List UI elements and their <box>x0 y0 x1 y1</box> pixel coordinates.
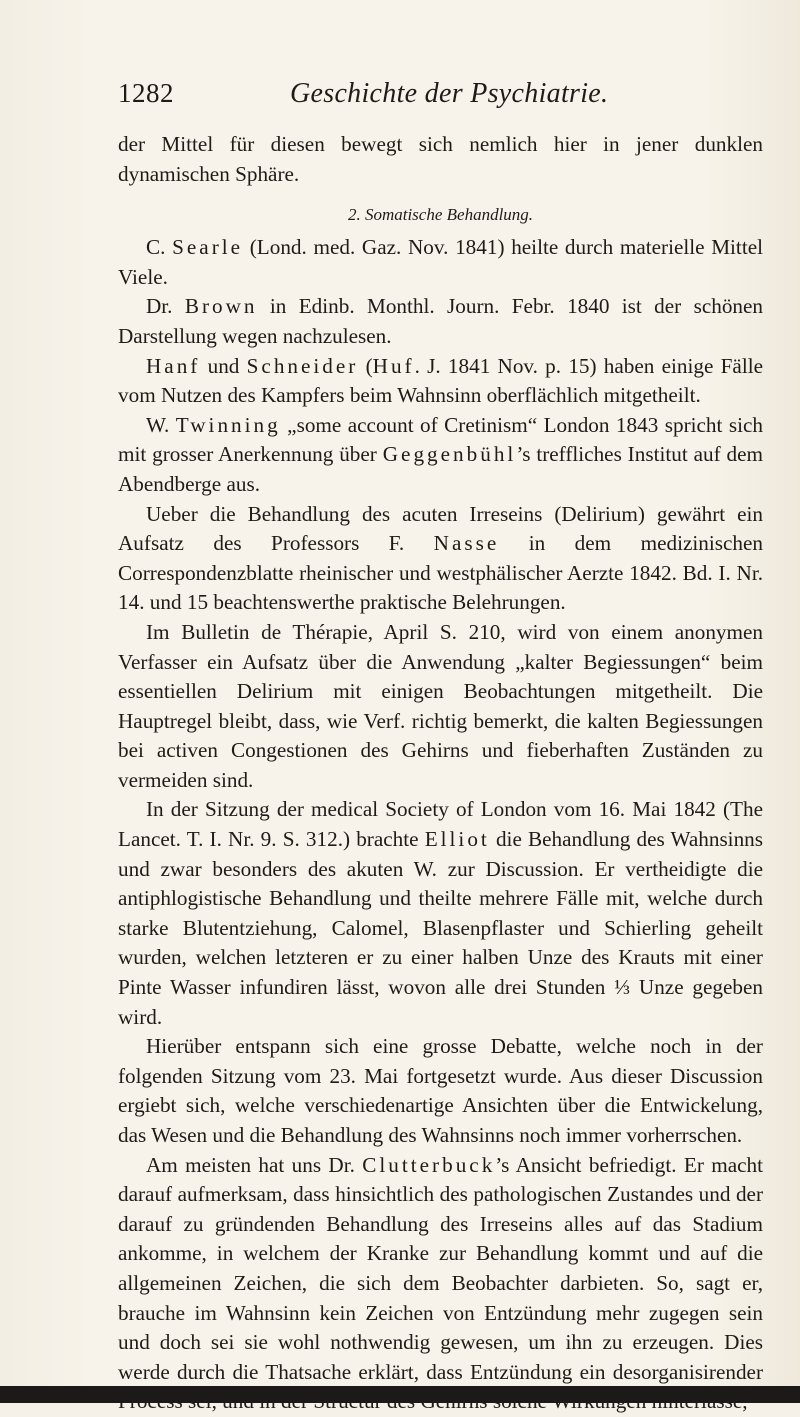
author-name: Schneider <box>246 353 359 378</box>
author-name: Nasse <box>433 531 500 556</box>
journal-name: Huf <box>372 353 415 378</box>
paragraph-bulletin: Im Bulletin de Thérapie, April S. 210, wird von einem anonymen Verfasser ein Aufsatz über die Anwendung „kalter Begiessungen“ beim essentiellen Delirium mit einigen Beobachtungen mitgetheilt. Die Hauptregel bleibt, dass, wie Verf. richtig bemerkt, die kalten Begiessungen bei activen Congestionen des Gehirns und fieberhaften Zuständen zu vermeiden sind. <box>118 619 763 792</box>
author-name: Elliot <box>424 827 490 852</box>
author-name: Searle <box>172 235 244 260</box>
section-heading: 2. Somatische Behandlung. <box>347 205 534 225</box>
paragraph-clutterbuck: Am meisten hat uns Dr. Clutterbuck’s Ansicht befriedigt. Er macht darauf aufmerksam, dass hinsichtlich des pathologischen Zustandes und der darauf zu gründenden Behandlung des Irreseins alles auf das Stadium ankomme, in welchem der Kranke zur Behandlung kommt und auf die allgemeinen Zeichen, die sich dem Beobachter darbieten. So, sagt er, brauche im Wahnsinn kein Zeichen von Entzündung mehr zugegen sein und doch sei sie wohl nothwendig gewesen, um ihn zu erzeugen. Dies werde durch die Thatsache erklärt, dass Entzündung ein desorganisirender <box>118 1152 764 1384</box>
page-header <box>118 78 758 118</box>
author-name: Twinning <box>175 412 281 437</box>
intro-paragraph: der Mittel für diesen bewegt sich nemlich hier in jener dunklen dynamischen Sphäre. <box>118 132 763 186</box>
body-text <box>118 130 763 1417</box>
paragraph-brown: Dr. Brown in Edinb. Monthl. Journ. Febr. 1840 ist der schönen Darstellung wegen nachzulesen. <box>118 294 764 348</box>
author-name: Clutterbuck <box>362 1152 496 1177</box>
scan-bottom-edge <box>0 1386 800 1403</box>
paragraph-searle: C. Searle (Lond. med. Gaz. Nov. 1841) heilte durch materielle Mittel Viele. <box>118 235 763 289</box>
author-name: Geggenbühl <box>382 442 517 467</box>
running-title: Geschichte der Psychiatrie. <box>290 78 609 109</box>
paragraph-nasse: Ueber die Behandlung des acuten Irreseins (Delirium) gewährt ein Aufsatz des Professors F. Nasse in dem medizinischen Correspondenzblatte rheinischer und westphälischer Aerzte 1842. Bd. I. Nr. 14. und 15 beachtenswerthe praktische Belehrungen. <box>118 501 763 615</box>
paragraph-debate: Hierüber entspann sich eine grosse Debatte, welche noch in der folgenden Sitzung vom 23. Mai fortgesetzt wurde. Aus dieser Discussion ergiebt sich, welche verschiedenartige Ansichten über die Entwickelung, das Wesen und die Behandlung des Wahnsinns noch immer vorherrschen. <box>118 1034 763 1147</box>
paragraph-elliot: In der Sitzung der medical Society of London vom 16. Mai 1842 (The Lancet. T. I. Nr. 9. S. 312.) brachte Elliot die Behandlung des Wahnsinns und zwar besonders des akuten W. zur Discussion. Er vertheidigte die antiphlogistische Behandlung und theilte mehrere Fälle mit, welche durch starke Blutentziehung, Calomel, Blasenpflaster und Schierling geheilt wurden, welchen letzteren er zu einer halben Unze des Krauts mit einer Pinte Wasser infundiren lässt, wovon alle drei Stunden ⅓ Unze gegeben wird. <box>118 797 764 1029</box>
paragraph-twinning: W. Twinning „some account of Cretinism“ London 1843 spricht sich mit grosser Anerkennung über Geggenbühl’s treffliches Institut auf dem Abendberge aus. <box>118 412 763 496</box>
page-number: 1282 <box>118 78 174 108</box>
author-name: Brown <box>184 294 258 319</box>
paragraph-hanf-schneider: Hanf und Schneider (Huf. J. 1841 Nov. p. 15) haben einige Fälle vom Nutzen des Kampfers beim Wahnsinn oberflächlich mitgetheilt. <box>118 353 763 408</box>
author-name: Hanf <box>146 353 201 378</box>
